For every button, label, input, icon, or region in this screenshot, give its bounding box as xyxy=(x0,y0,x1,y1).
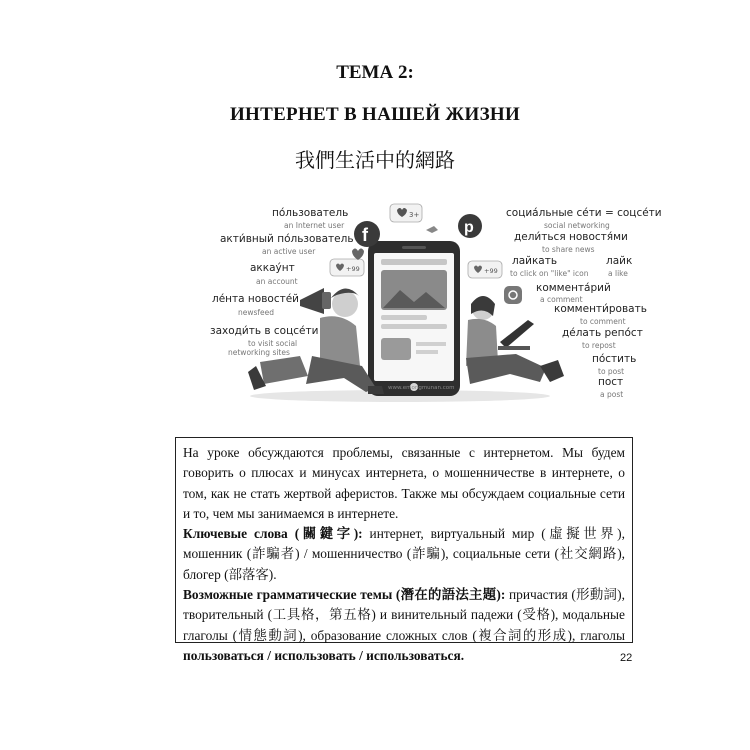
megaphone-icon xyxy=(300,288,331,314)
label-newsfeed-en: newsfeed xyxy=(238,308,275,317)
pinterest-icon xyxy=(458,214,482,238)
girl-figure xyxy=(466,296,564,384)
bubble-left-count: +99 xyxy=(346,265,360,273)
page-subtitle-chinese: 我們生活中的網路 xyxy=(295,148,455,172)
label-to-like: лайкать xyxy=(512,255,558,267)
bubble-left xyxy=(330,259,364,276)
label-social-networks: социа́льные се́ти = соцсе́ти xyxy=(506,207,662,219)
grammar-paragraph xyxy=(183,585,625,666)
page-number: 22 xyxy=(620,652,633,664)
lesson-intro: На уроке обсуждаются проблемы, связанные с интернетом. Мы будем говорить о плюсах и минусах интернета, о мошенничестве в интернете, о том, как не стать жертвой аферистов. Также мы обсуждаем социальные сети и то, чем мы занимаемся в интернете. xyxy=(183,445,625,521)
page-title: ИНТЕРНЕТ В НАШЕЙ ЖИЗНИ xyxy=(229,104,521,125)
keywords-paragraph xyxy=(183,524,625,585)
label-to-comment-en: to comment xyxy=(580,317,626,326)
label-visit-social-en-2: networking sites xyxy=(228,348,290,357)
label-post: пост xyxy=(598,376,624,388)
label-account: аккау́нт xyxy=(250,262,295,274)
label-active-user: акти́вный по́льзователь xyxy=(220,233,354,245)
bubble-right-count: +99 xyxy=(484,267,498,275)
label-visit-social-en: to visit social xyxy=(248,339,298,348)
phone-url: www.emongmunan.com xyxy=(388,385,455,391)
instagram-icon xyxy=(504,286,522,304)
keywords-label: Ключевые слова (關鍵字): xyxy=(183,526,363,542)
grammar-label: Возможные грамматические темы (潛在的語法主題): xyxy=(183,587,506,603)
label-active-user-en: an active user xyxy=(262,247,316,256)
label-visit-social: заходи́ть в соцсе́ти xyxy=(210,325,319,337)
label-share-news: дели́ться новостя́ми xyxy=(514,231,628,243)
heart-icon xyxy=(352,249,364,261)
label-to-post: по́стить xyxy=(592,353,637,365)
svg-text:f: f xyxy=(362,225,368,245)
label-post-en: a post xyxy=(600,390,624,399)
label-user: по́льзователь xyxy=(272,207,349,219)
label-comment: коммента́рий xyxy=(536,282,611,294)
bird-icon xyxy=(426,226,438,233)
keywords-text: интернет, виртуальный мир (虛擬世界), мошенник (詐騙者) / мошенничество (詐騙), социальные сети (社交網路), блогер (部落客). xyxy=(183,526,625,582)
svg-text:p: p xyxy=(464,219,474,236)
label-account-en: an account xyxy=(256,277,298,286)
label-user-en: an Internet user xyxy=(284,221,345,230)
grammar-text: причастия (形動詞), творительный (工具格，第五格) и винительный падежи (受格), модальные глаголы (情態動詞), образование сложных слов (複合詞的形成), глаголы xyxy=(183,587,625,643)
bubble-right xyxy=(468,261,502,278)
label-comment-en: a comment xyxy=(540,295,583,304)
like-count: 3+ xyxy=(409,211,420,219)
label-like-en: a like xyxy=(608,269,628,278)
smartphone-image xyxy=(368,241,460,396)
label-to-comment: комменти́ровать xyxy=(554,303,647,315)
label-to-post-en: to post xyxy=(598,367,625,376)
laptop-icon xyxy=(498,320,534,350)
label-to-like-en: to click on "like" icon xyxy=(510,269,589,278)
label-share-news-en: to share news xyxy=(542,245,595,254)
label-like: лайк xyxy=(606,255,633,267)
label-repost-en: to repost xyxy=(582,341,616,350)
like-bubble xyxy=(390,204,422,222)
topic-heading: ТЕМА 2: xyxy=(336,62,414,83)
label-repost: де́лать репо́ст xyxy=(562,327,643,339)
label-newsfeed: ле́нта новосте́й xyxy=(212,293,299,305)
social-media-illustration xyxy=(200,196,662,406)
label-social-networks-en: social networking xyxy=(544,221,610,230)
facebook-icon xyxy=(354,221,380,247)
grammar-verbs: пользоваться / использовать / использоваться. xyxy=(183,647,465,663)
